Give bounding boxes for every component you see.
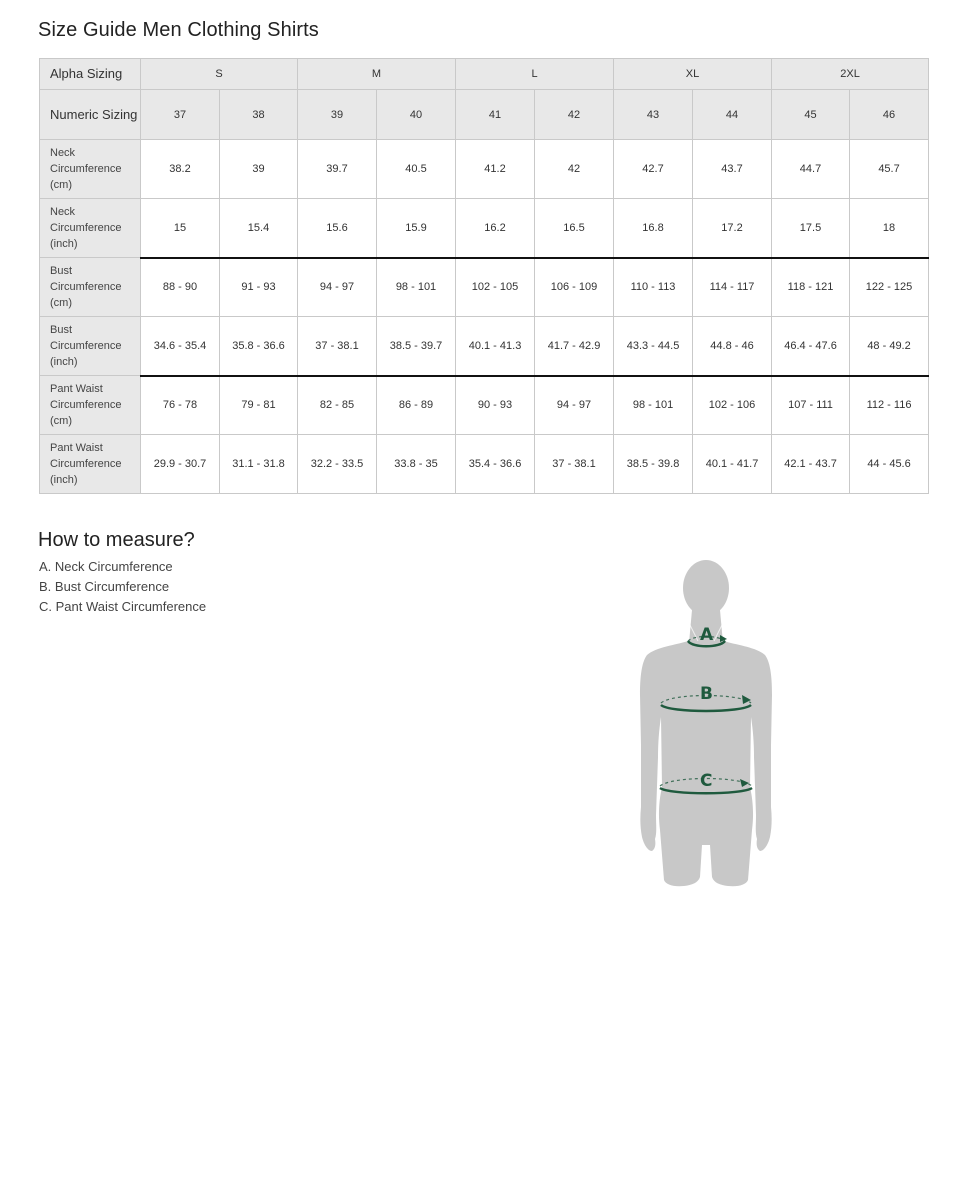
table-cell: 38.5 - 39.8 (614, 435, 693, 494)
table-cell: 112 - 116 (850, 376, 929, 435)
numeric-size-cell: 44 (693, 90, 772, 140)
numeric-size-cell: 37 (141, 90, 220, 140)
table-cell: 102 - 106 (693, 376, 772, 435)
numeric-size-cell: 41 (456, 90, 535, 140)
page-title: Size Guide Men Clothing Shirts (38, 19, 319, 41)
table-cell: 34.6 - 35.4 (141, 317, 220, 376)
table-cell: 118 - 121 (772, 258, 850, 317)
table-cell: 39 (220, 140, 298, 199)
table-row (40, 140, 929, 199)
table-cell: 44.7 (772, 140, 850, 199)
row-label: Pant Waist Circumference (inch) (40, 435, 141, 494)
table-cell: 31.1 - 31.8 (220, 435, 298, 494)
size-chart-table (39, 58, 929, 494)
row-label: Neck Circumference (inch) (40, 199, 141, 258)
table-cell: 46.4 - 47.6 (772, 317, 850, 376)
alpha-size-cell: 2XL (772, 59, 929, 90)
table-row (40, 376, 929, 435)
how-to-measure-heading: How to measure? (38, 529, 195, 551)
table-cell: 94 - 97 (535, 376, 614, 435)
table-cell: 48 - 49.2 (850, 317, 929, 376)
table-cell: 17.5 (772, 199, 850, 258)
table-cell: 40.1 - 41.7 (693, 435, 772, 494)
list-item: A. Neck Circumference (39, 559, 173, 574)
table-cell: 43.7 (693, 140, 772, 199)
table-cell: 86 - 89 (377, 376, 456, 435)
table-cell: 37 - 38.1 (298, 317, 377, 376)
table-cell: 17.2 (693, 199, 772, 258)
table-cell: 42.7 (614, 140, 693, 199)
table-cell: 39.7 (298, 140, 377, 199)
numeric-sizing-row (40, 90, 929, 140)
table-cell: 122 - 125 (850, 258, 929, 317)
table-cell: 114 - 117 (693, 258, 772, 317)
table-cell: 15 (141, 199, 220, 258)
table-cell: 44 - 45.6 (850, 435, 929, 494)
table-cell: 41.7 - 42.9 (535, 317, 614, 376)
table-cell: 102 - 105 (456, 258, 535, 317)
table-cell: 29.9 - 30.7 (141, 435, 220, 494)
numeric-size-cell: 43 (614, 90, 693, 140)
table-cell: 40.5 (377, 140, 456, 199)
numeric-size-cell: 45 (772, 90, 850, 140)
table-row (40, 317, 929, 376)
table-cell: 16.2 (456, 199, 535, 258)
table-cell: 42.1 - 43.7 (772, 435, 850, 494)
measure-point-a-label: A (700, 625, 714, 645)
table-cell: 35.4 - 36.6 (456, 435, 535, 494)
table-cell: 40.1 - 41.3 (456, 317, 535, 376)
table-cell: 33.8 - 35 (377, 435, 456, 494)
table-cell: 15.9 (377, 199, 456, 258)
measure-instructions-list (39, 558, 206, 618)
table-cell: 45.7 (850, 140, 929, 199)
table-cell: 106 - 109 (535, 258, 614, 317)
numeric-size-cell: 46 (850, 90, 929, 140)
alpha-size-cell: XL (614, 59, 772, 90)
row-label: Bust Circumference (inch) (40, 317, 141, 376)
numeric-size-cell: 39 (298, 90, 377, 140)
row-label: Pant Waist Circumference (cm) (40, 376, 141, 435)
table-cell: 16.5 (535, 199, 614, 258)
table-cell: 88 - 90 (141, 258, 220, 317)
table-cell: 32.2 - 33.5 (298, 435, 377, 494)
table-cell: 42 (535, 140, 614, 199)
list-item: B. Bust Circumference (39, 579, 170, 594)
table-cell: 90 - 93 (456, 376, 535, 435)
alpha-size-cell: S (141, 59, 298, 90)
table-cell: 110 - 113 (614, 258, 693, 317)
measure-point-b-label: B (700, 684, 713, 704)
table-cell: 41.2 (456, 140, 535, 199)
table-cell: 15.6 (298, 199, 377, 258)
table-cell: 76 - 78 (141, 376, 220, 435)
table-cell: 98 - 101 (377, 258, 456, 317)
alpha-sizing-row (40, 59, 929, 90)
measure-point-c-label: C (700, 771, 713, 791)
table-row (40, 199, 929, 258)
numeric-size-cell: 42 (535, 90, 614, 140)
table-row (40, 435, 929, 494)
table-cell: 18 (850, 199, 929, 258)
table-cell: 82 - 85 (298, 376, 377, 435)
body-silhouette (630, 555, 780, 895)
table-row (40, 258, 929, 317)
table-cell: 38.5 - 39.7 (377, 317, 456, 376)
table-cell: 16.8 (614, 199, 693, 258)
row-label: Neck Circumference (cm) (40, 140, 141, 199)
alpha-size-cell: M (298, 59, 456, 90)
alpha-sizing-label: Alpha Sizing (40, 59, 141, 90)
numeric-size-cell: 40 (377, 90, 456, 140)
numeric-size-cell: 38 (220, 90, 298, 140)
numeric-sizing-label: Numeric Sizing (40, 90, 141, 140)
row-label: Bust Circumference (cm) (40, 258, 141, 317)
alpha-size-cell: L (456, 59, 614, 90)
table-cell: 44.8 - 46 (693, 317, 772, 376)
table-cell: 79 - 81 (220, 376, 298, 435)
table-cell: 38.2 (141, 140, 220, 199)
list-item: C. Pant Waist Circumference (39, 599, 207, 614)
table-cell: 43.3 - 44.5 (614, 317, 693, 376)
table-cell: 94 - 97 (298, 258, 377, 317)
table-cell: 35.8 - 36.6 (220, 317, 298, 376)
table-cell: 98 - 101 (614, 376, 693, 435)
table-cell: 37 - 38.1 (535, 435, 614, 494)
body-measurement-figure (630, 555, 780, 895)
table-cell: 91 - 93 (220, 258, 298, 317)
table-cell: 107 - 111 (772, 376, 850, 435)
table-cell: 15.4 (220, 199, 298, 258)
